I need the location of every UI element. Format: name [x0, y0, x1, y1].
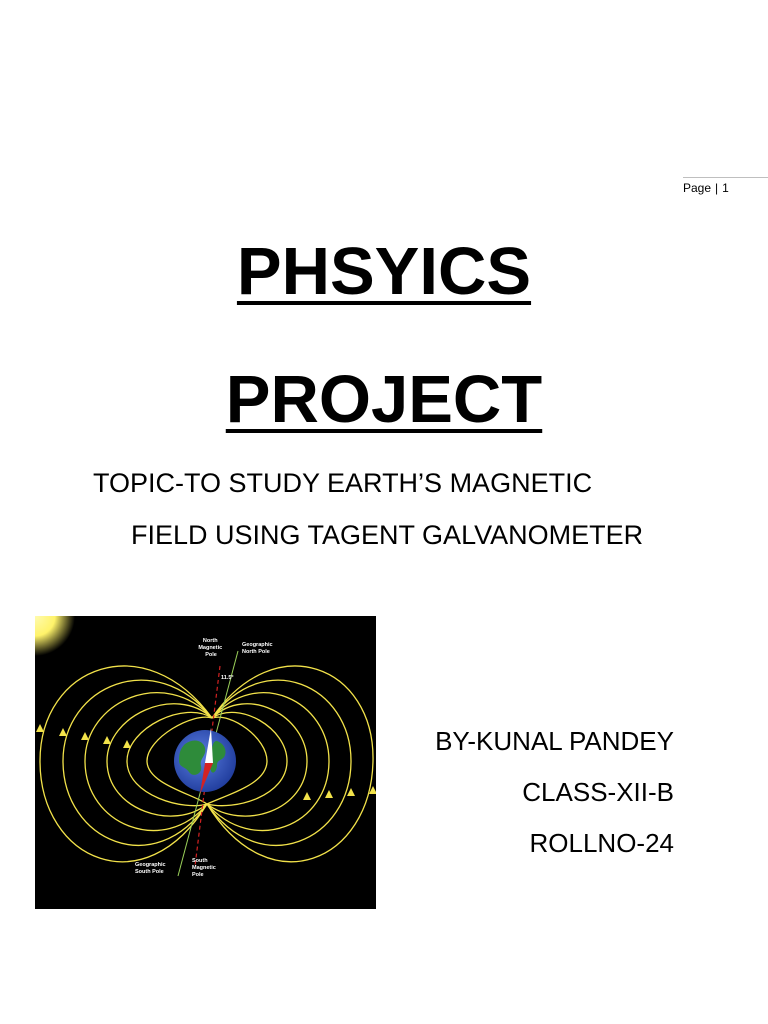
topic-line-1: TOPIC-TO STUDY EARTH’S MAGNETIC: [93, 468, 593, 498]
magnetic-field-illustration: [35, 616, 376, 909]
geographic-north-pole-label: Geographic North Pole: [242, 642, 273, 655]
page-separator: |: [715, 181, 719, 195]
south-magnetic-pole-label: South Magnetic Pole: [192, 858, 216, 878]
author-class: CLASS-XII-B: [522, 777, 674, 807]
page-label: Page: [683, 181, 712, 195]
north-magnetic-pole-label: North Magnetic Pole: [198, 638, 223, 658]
title-line-1: PHSYICS: [236, 234, 532, 309]
page-header: [683, 177, 768, 201]
author-roll: ROLLNO-24: [529, 828, 674, 858]
author-name: BY-KUNAL PANDEY: [435, 726, 674, 756]
page-number: 1: [722, 181, 729, 195]
topic-line-2: FIELD USING TAGENT GALVANOMETER: [131, 520, 644, 550]
earth-magnetic-field-figure: [35, 616, 376, 909]
title-line-2: PROJECT: [225, 362, 543, 437]
geographic-south-pole-label: Geographic South Pole: [135, 862, 166, 875]
angle-label: 11.5°: [221, 675, 234, 681]
